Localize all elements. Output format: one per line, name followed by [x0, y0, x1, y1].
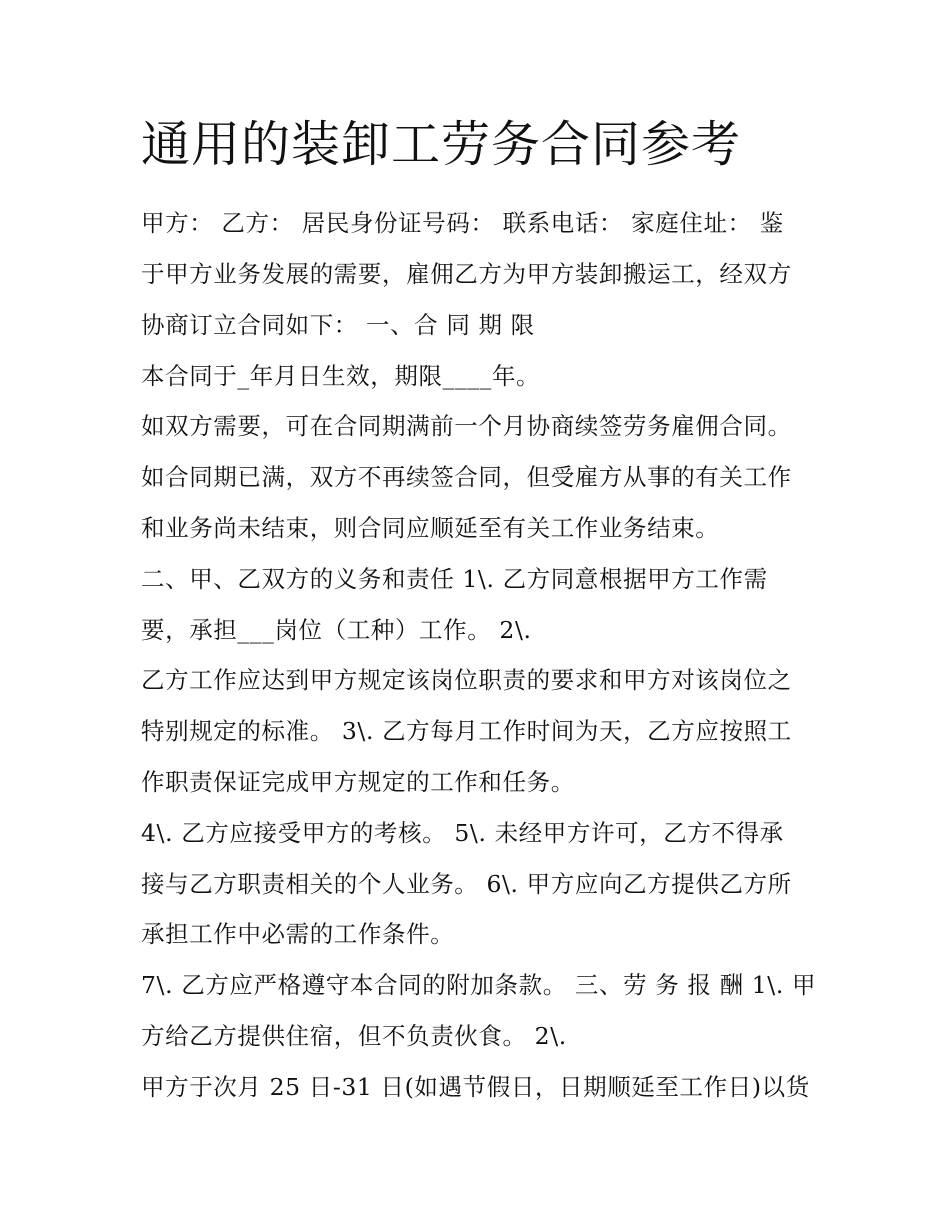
body-line: 要，承担___岗位（工种）工作。 2\.: [141, 616, 532, 644]
body-line: 4\. 乙方应接受甲方的考核。 5\. 未经甲方许可，乙方不得承: [141, 819, 784, 847]
body-line: 如双方需要，可在合同期满前一个月协商续签劳务雇佣合同。: [141, 412, 792, 440]
body-line: 7\. 乙方应严格遵守本合同的附加条款。 三、劳 务 报 酬 1\. 甲: [141, 971, 817, 999]
body-line: 承担工作中必需的工作条件。: [141, 920, 455, 948]
body-line: 于甲方业务发展的需要，雇佣乙方为甲方装卸搬运工，经双方: [141, 260, 792, 288]
body-line: 甲方于次月 25 日-31 日(如遇节假日，日期顺延至工作日)以货: [141, 1073, 810, 1101]
body-line: 二、甲、乙双方的义务和责任 1\. 乙方同意根据甲方工作需: [141, 565, 768, 593]
body-line: 特别规定的标准。 3\. 乙方每月工作时间为天，乙方应按照工: [141, 717, 792, 745]
document-title: 通用的装卸工劳务合同参考: [141, 116, 742, 173]
body-line: 作职责保证完成甲方规定的工作和任务。: [141, 768, 575, 796]
body-line: 接与乙方职责相关的个人业务。 6\. 甲方应向乙方提供乙方所: [141, 870, 792, 898]
body-line: 乙方工作应达到甲方规定该岗位职责的要求和甲方对该岗位之: [141, 666, 792, 694]
body-line: 甲方： 乙方： 居民身份证号码： 联系电话： 家庭住址： 鉴: [141, 209, 784, 237]
body-line: 协商订立合同如下： 一、合 同 期 限: [141, 311, 535, 339]
body-line: 和业务尚未结束，则合同应顺延至有关工作业务结束。: [141, 514, 720, 542]
body-line: 如合同期已满，双方不再续签合同，但受雇方从事的有关工作: [141, 463, 792, 491]
body-line: 方给乙方提供住宿，但不负责伙食。 2\.: [141, 1022, 567, 1050]
body-line: 本合同于_年月日生效，期限____年。: [141, 362, 541, 390]
